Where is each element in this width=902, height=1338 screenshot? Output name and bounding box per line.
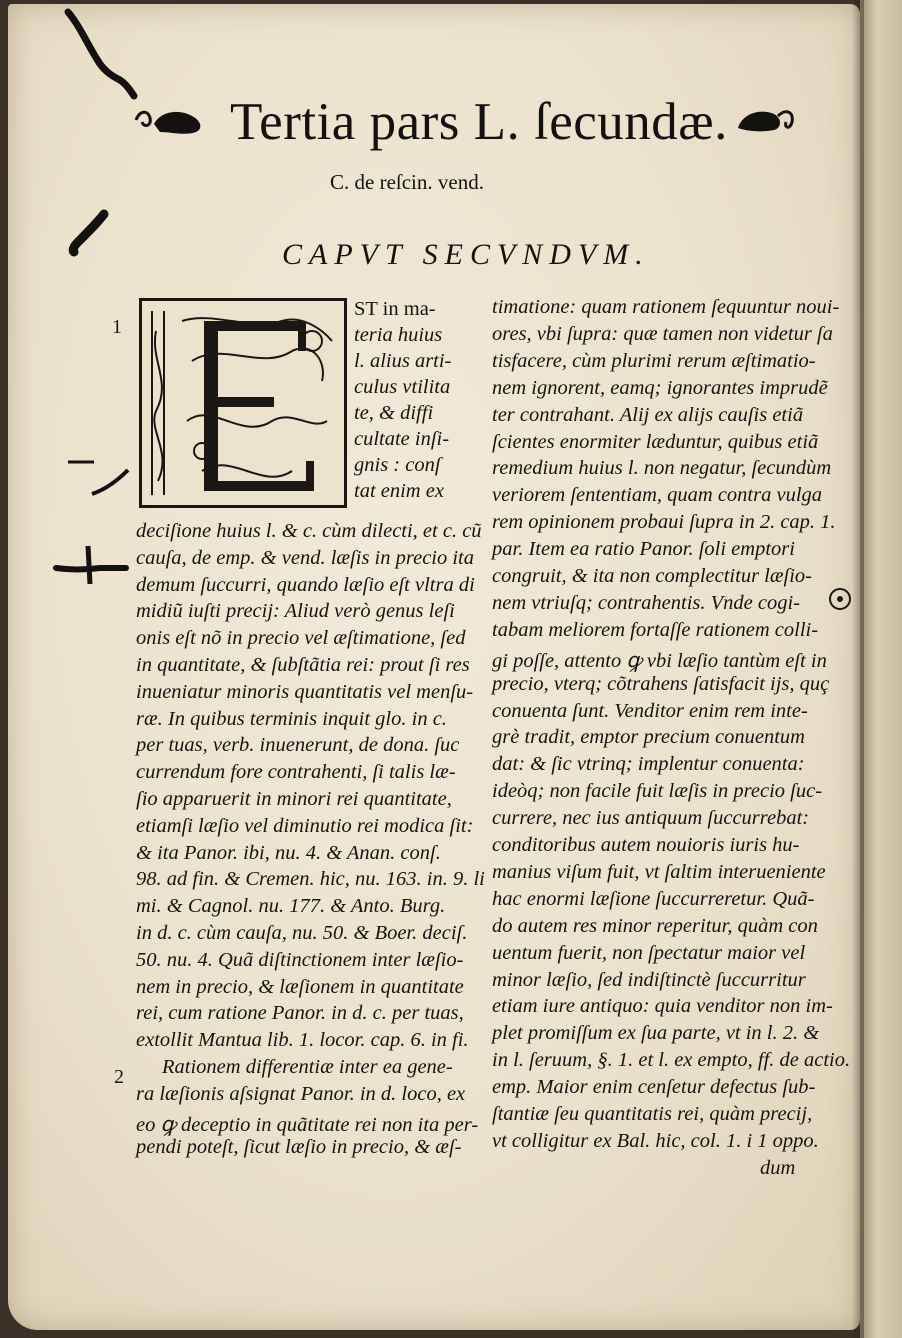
text-line: nem in precio, & læſionem in quantitate bbox=[136, 975, 464, 998]
text-line: 98. ad fin. & Cremen. hic, nu. 163. in. 9. li bbox=[136, 868, 485, 891]
margin-number-1: 1 bbox=[112, 316, 122, 338]
text-line: te, & diffi bbox=[354, 402, 434, 424]
text-line: cultate inſi- bbox=[354, 428, 450, 450]
text-line: ideòq; non facile fuit læſis in precio ſuc- bbox=[492, 780, 823, 803]
text-line: nem ignorent, eamq; ignorantes imprudẽ bbox=[492, 376, 828, 399]
left-column-text bbox=[136, 520, 485, 1180]
left-column-initial-text bbox=[354, 298, 464, 508]
text-line: ra læſionis aſsignat Panor. in d. loco, ex bbox=[136, 1082, 466, 1105]
text-line: deciſione huius l. & c. cùm dilecti, et c. cũ bbox=[136, 520, 482, 542]
adjacent-page-edge bbox=[860, 0, 902, 1338]
text-line: currendum fore contrahenti, ſi talis læ- bbox=[136, 761, 456, 784]
ornament-right-icon bbox=[730, 102, 800, 142]
text-line: ſio apparuerit in minori rei quantitate, bbox=[136, 788, 452, 810]
text-line: in d. c. cùm cauſa, nu. 50. & Boer. deciſ. bbox=[136, 922, 468, 944]
text-line: gnis : conſ bbox=[354, 454, 441, 476]
text-line: midiũ iuſti precij: Aliud verò genus leſi bbox=[136, 600, 455, 623]
page-title: Tertia pars L. ſecundæ. bbox=[230, 93, 728, 151]
text-line: in quantitate, & ſubſtãtia rei: prout ſi res bbox=[136, 654, 470, 676]
text-line: ſcientes enormiter læduntur, quibus etiã bbox=[492, 430, 819, 453]
text-line: ter contrahant. Alij ex alijs cauſis etiã bbox=[492, 403, 804, 426]
text-line: etiam iure antiquo: quia venditor non im- bbox=[492, 995, 833, 1018]
text-line: do autem res minor reperitur, quàm con bbox=[492, 914, 818, 937]
text-line: teria huius bbox=[354, 324, 443, 346]
text-line: tisfacere, cùm plurimi rerum æſtimatio- bbox=[492, 349, 816, 372]
text-line: veriorem ſententiam, quam contra vulga bbox=[492, 484, 823, 507]
text-line: & ita Panor. ibi, nu. 4. & Anan. conſ. bbox=[136, 841, 441, 864]
gutter-shadow bbox=[852, 0, 864, 1338]
right-column-text bbox=[492, 296, 851, 1196]
text-line: pendi poteſt, ſicut læſio in precio, & æſ- bbox=[136, 1136, 462, 1159]
text-line: plet promiſſum ex ſua parte, vt in l. 2. & bbox=[492, 1022, 820, 1045]
text-line: eo ꝙ deceptio in quãtitate rei non ita per- bbox=[136, 1113, 479, 1136]
ink-bracket-mark bbox=[50, 540, 140, 590]
text-line: mi. & Cagnol. nu. 177. & Anto. Burg. bbox=[136, 895, 446, 918]
text-line: rem opinionem probaui ſupra in 2. cap. 1. bbox=[492, 511, 836, 534]
text-line: par. Item ea ratio Panor. ſoli emptori bbox=[492, 538, 795, 561]
text-line: ST in ma- bbox=[354, 298, 436, 320]
text-line: grè tradit, emptor precium conuentum bbox=[492, 726, 805, 749]
text-line: hac enormi læſione ſuccurreretur. Quã- bbox=[492, 887, 815, 910]
text-line: ſtantiæ ſeu quantitatis rei, quàm precij, bbox=[492, 1103, 813, 1125]
text-line: extollit Mantua lib. 1. locor. cap. 6. in fi. bbox=[136, 1029, 469, 1052]
text-line: Rationem differentiæ inter ea gene- bbox=[162, 1056, 453, 1078]
text-line: in l. ſeruum, §. 1. et l. ex empto, ff. de actio. bbox=[492, 1049, 851, 1072]
text-line: demum ſuccurri, quando læſio eſt vltra di bbox=[136, 573, 475, 596]
text-line: cauſa, de emp. & vend. læſis in precio ita bbox=[136, 546, 474, 569]
text-line: per tuas, verb. inuenerunt, de dona. ſuc bbox=[136, 734, 460, 757]
page-header bbox=[120, 88, 800, 158]
ink-stain-mid bbox=[64, 208, 114, 258]
ornament-left-icon bbox=[130, 102, 210, 142]
ink-dash-mark bbox=[64, 450, 134, 510]
page-subtitle: C. de reſcin. vend. bbox=[330, 170, 484, 194]
text-line: emp. Maior enim cenſetur defectus ſub- bbox=[492, 1076, 816, 1099]
text-line: congruit, & ita non complectitur læſio- bbox=[492, 565, 813, 587]
text-line: culus vtilita bbox=[354, 376, 451, 398]
text-line: precio, vterq; cõtrahens ſatisfacit ijs, quç bbox=[492, 672, 830, 695]
text-line: onis eſt nõ in precio vel æſtimatione, ſed bbox=[136, 627, 466, 650]
text-line: vt colligitur ex Bal. hic, col. 1. i 1 oppo. bbox=[492, 1129, 819, 1152]
text-line: nem vtriuſq; contrahentis. Vnde cogi- bbox=[492, 591, 801, 614]
text-line: dum bbox=[760, 1156, 796, 1179]
text-line: remedium huius l. non negatur, ſecundùm bbox=[492, 457, 832, 480]
text-line: rei, cum ratione Panor. in d. c. per tuas, bbox=[136, 1002, 464, 1025]
text-line: uentum fuerit, non ſpectatur maior vel bbox=[492, 941, 806, 964]
text-line: tat enim ex bbox=[354, 480, 444, 502]
margin-number-2: 2 bbox=[114, 1066, 124, 1088]
text-line: ræ. In quibus terminis inquit glo. in c. bbox=[136, 707, 447, 730]
text-line: timatione: quam rationem ſequuntur noui- bbox=[492, 296, 840, 318]
text-line: tabam meliorem fortaſſe rationem colli- bbox=[492, 618, 819, 641]
chapter-heading: CAPVT SECVNDVM. bbox=[282, 238, 650, 271]
text-line: currere, nec ius antiquum ſuccurrebat: bbox=[492, 807, 810, 830]
text-line: conditoribus autem nouioris iuris hu- bbox=[492, 834, 800, 856]
text-line: dat: & ſic vtrinq; implentur conuenta: bbox=[492, 753, 805, 776]
text-line: ores, vbi ſupra: quæ tamen non videtur ſa bbox=[492, 322, 833, 345]
text-line: 50. nu. 4. Quã diſtinctionem inter læſio- bbox=[136, 948, 464, 971]
decorated-initial-e-icon bbox=[139, 298, 347, 508]
text-line: etiamſi læſio vel diminutio rei modica ſit: bbox=[136, 814, 474, 837]
text-line: conuenta ſunt. Venditor enim rem inte- bbox=[492, 699, 808, 722]
margin-circle-icon bbox=[829, 588, 851, 610]
text-line: inueniatur minoris quantitatis vel menſu- bbox=[136, 680, 474, 703]
text-line: minor læſio, ſed indiſtinctè ſuccurritur bbox=[492, 968, 806, 991]
text-line: l. alius arti- bbox=[354, 350, 452, 372]
text-line: gi poſſe, attento ꝙ vbi læſio tantùm eſt in bbox=[492, 649, 827, 672]
text-line: manius viſum fuit, vt ſaltim interueniente bbox=[492, 860, 826, 883]
